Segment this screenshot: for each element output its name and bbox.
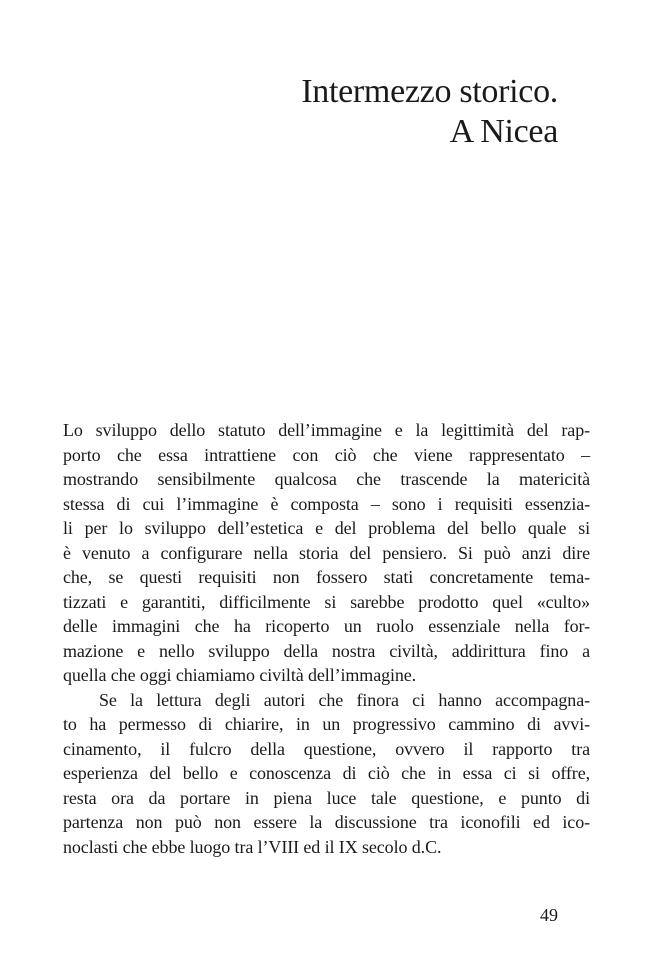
paragraph-1 xyxy=(63,418,590,688)
text-line: mazione e nello sviluppo della nostra civiltà, addirittura fino a xyxy=(63,640,590,661)
chapter-title xyxy=(301,72,558,152)
text-line: è venuto a configurare nella storia del pensiero. Si può anzi dire xyxy=(63,542,590,563)
body-text xyxy=(63,418,590,859)
text-line: li per lo sviluppo dell’estetica e del problema del bello quale si xyxy=(63,518,590,538)
text-line: stessa di cui l’immagine è composta – sono i requisiti essenzia- xyxy=(63,493,590,514)
text-line: che, se questi requisiti non fossero stati concretamente tema- xyxy=(63,567,590,587)
text-line: esperienza del bello e conoscenza di ciò che in essa ci si offre, xyxy=(63,763,590,783)
paragraph-2 xyxy=(63,688,590,860)
text-line: porto che essa intrattiene con ciò che viene rappresentato – xyxy=(63,444,590,465)
text-line: noclasti che ebbe luogo tra l’VIII ed il IX secolo d.C. xyxy=(63,836,442,857)
text-line: quella che oggi chiamiamo civiltà dell’immagine. xyxy=(63,665,417,685)
text-line: cinamento, il fulcro della questione, ovvero il rapporto tra xyxy=(63,738,590,759)
text-line: resta ora da portare in piena luce tale questione, e punto di xyxy=(63,787,590,808)
text-line: mostrando sensibilmente qualcosa che trascende la matericità xyxy=(63,469,590,489)
page-number: 49 xyxy=(540,905,558,925)
text-line: Se la lettura degli autori che finora ci hanno accompagna- xyxy=(99,689,590,710)
text-line: to ha permesso di chiarire, in un progressivo cammino di avvi- xyxy=(63,714,590,734)
chapter-title-line-1: Intermezzo storico. xyxy=(301,73,558,110)
text-line: partenza non può non essere la discussione tra iconofili ed ico- xyxy=(63,812,590,832)
text-line: tizzati e garantiti, difficilmente si sarebbe prodotto quel «culto» xyxy=(63,591,590,612)
chapter-title-line-2: A Nicea xyxy=(449,113,558,150)
text-line: delle immagini che ha ricoperto un ruolo essenziale nella for- xyxy=(63,616,590,636)
text-line: Lo sviluppo dello statuto dell’immagine e la legittimità del rap- xyxy=(63,420,590,440)
